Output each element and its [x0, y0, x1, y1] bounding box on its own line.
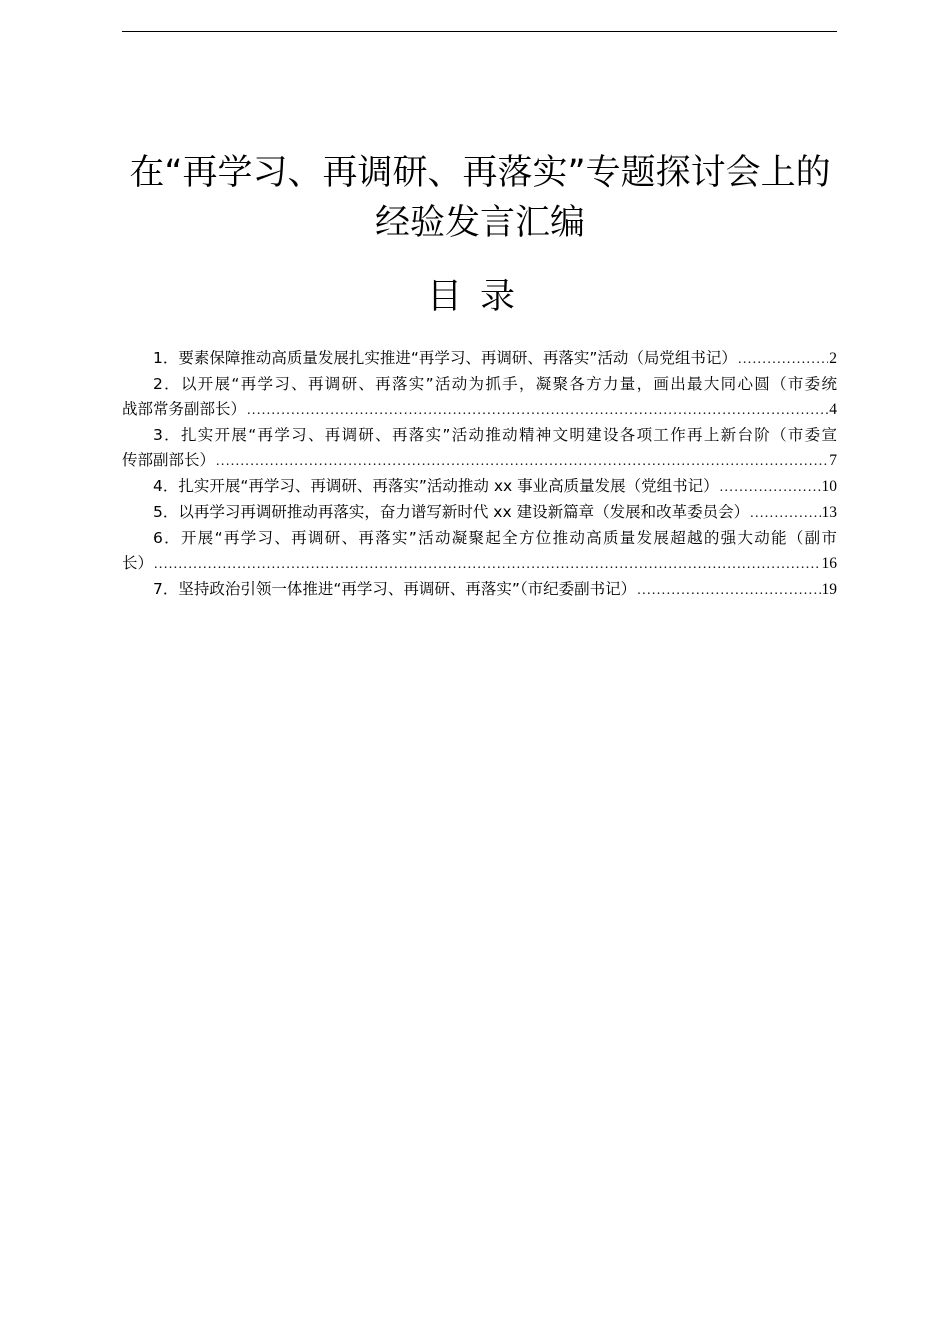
toc-entry[interactable] [122, 474, 837, 500]
toc-entry-title: 3．扎实开展“再学习、再调研、再落实”活动推动精神文明建设各项工作再上新台阶（市委宣 [153, 426, 837, 444]
toc-entry-title: 6．开展“再学习、再调研、再落实”活动凝聚起全方位推动高质量发展超越的强大动能（副市 [153, 529, 837, 547]
toc-page-number: 4 [829, 401, 837, 418]
toc-entry-title-continued: 传部副部长） [122, 451, 216, 469]
toc-page-number: 16 [821, 555, 837, 572]
toc-page-number: 7 [829, 452, 837, 469]
toc-dot-leader [247, 398, 828, 423]
toc-entry[interactable] [122, 372, 837, 423]
table-of-contents [122, 346, 837, 603]
toc-entry-title-continued: 长） [122, 554, 154, 572]
toc-entry[interactable] [122, 526, 837, 577]
toc-entry[interactable] [122, 500, 837, 526]
toc-entry-title: 2．以开展“再学习、再调研、再落实”活动为抓手，凝聚各方力量，画出最大同心圆（市委统 [153, 375, 837, 393]
toc-entry[interactable] [122, 577, 837, 603]
header-rule [122, 31, 837, 32]
toc-heading: 目录 [426, 277, 533, 317]
toc-entry-title: 7．坚持政治引领一体推进“再学习、再调研、再落实”（市纪委副书记） [153, 580, 637, 598]
toc-entry-title: 1．要素保障推动高质量发展扎实推进“再学习、再调研、再落实”活动（局党组书记） [153, 349, 737, 367]
toc-page-number: 13 [821, 504, 837, 521]
toc-dot-leader [720, 475, 821, 500]
toc-dot-leader [637, 578, 820, 603]
toc-entry-title: 4．扎实开展“再学习、再调研、再落实”活动推动 xx 事业高质量发展（党组书记） [153, 477, 719, 495]
toc-entry-title: 5．以再学习再调研推动再落实，奋力谱写新时代 xx 建设新篇章（发展和改革委员会） [153, 503, 750, 521]
toc-entry[interactable] [122, 346, 837, 372]
toc-page-number: 2 [829, 350, 837, 367]
toc-page-number: 10 [821, 478, 837, 495]
toc-dot-leader [154, 552, 820, 577]
document-title-line-1: 在“再学习、再调研、再落实”专题探讨会上的 [129, 153, 831, 193]
toc-dot-leader [738, 347, 828, 372]
toc-dot-leader [216, 449, 828, 474]
toc-dot-leader [750, 501, 820, 526]
toc-entry[interactable] [122, 423, 837, 474]
toc-entry-title-continued: 战部常务副部长） [122, 400, 247, 418]
document-title-line-2: 经验发言汇编 [374, 203, 585, 243]
toc-page-number: 19 [821, 581, 837, 598]
